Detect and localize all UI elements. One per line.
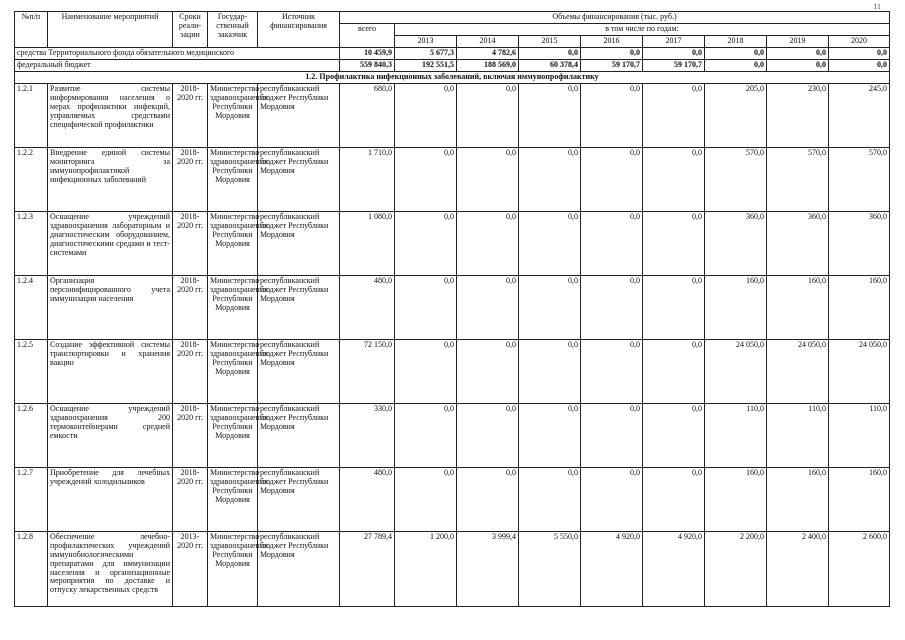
row-period: 2013-2020 гг.	[173, 531, 208, 606]
row-period: 2018-2020 гг.	[173, 83, 208, 147]
row-customer: Министерство здравоохранения Республики Мордовия	[208, 83, 258, 147]
row-value: 0,0	[395, 339, 457, 403]
row-source: республиканский бюджет Республики Мордовия	[258, 275, 340, 339]
row-value: 0,0	[395, 211, 457, 275]
row-value: 0,0	[395, 83, 457, 147]
row-value: 0,0	[519, 467, 581, 531]
row-value: 160,0	[767, 467, 829, 531]
header-period: Сроки реали-зации	[173, 12, 208, 48]
row-customer: Министерство здравоохранения Республики Мордовия	[208, 211, 258, 275]
row-period: 2018-2020 гг.	[173, 339, 208, 403]
row-value: 0,0	[643, 275, 705, 339]
row-value: 0,0	[643, 339, 705, 403]
row-value: 0,0	[519, 339, 581, 403]
summary-total: 10 459,9	[340, 47, 395, 59]
row-total: 480,0	[340, 275, 395, 339]
summary-value: 4 782,6	[457, 47, 519, 59]
header-year: 2016	[581, 35, 643, 47]
summary-value: 0,0	[705, 47, 767, 59]
row-value: 4 920,0	[643, 531, 705, 606]
row-value: 205,0	[705, 83, 767, 147]
row-value: 0,0	[519, 147, 581, 211]
row-value: 4 920,0	[581, 531, 643, 606]
row-value: 0,0	[457, 403, 519, 467]
table-row	[15, 211, 890, 275]
table-row	[15, 531, 890, 606]
row-value: 160,0	[705, 467, 767, 531]
summary-value: 0,0	[581, 47, 643, 59]
row-value: 110,0	[829, 403, 890, 467]
row-value: 5 550,0	[519, 531, 581, 606]
row-value: 110,0	[705, 403, 767, 467]
row-number: 1.2.8	[15, 531, 48, 606]
row-total: 680,0	[340, 83, 395, 147]
row-period: 2018-2020 гг.	[173, 275, 208, 339]
summary-value: 0,0	[829, 59, 890, 71]
row-value: 0,0	[519, 211, 581, 275]
row-number: 1.2.5	[15, 339, 48, 403]
table-row	[15, 467, 890, 531]
summary-row	[15, 59, 890, 71]
row-value: 0,0	[395, 275, 457, 339]
table-row	[15, 275, 890, 339]
row-total: 27 789,4	[340, 531, 395, 606]
header-year: 2014	[457, 35, 519, 47]
summary-value: 0,0	[643, 47, 705, 59]
row-customer: Министерство здравоохранения Республики Мордовия	[208, 147, 258, 211]
header-funding: Объемы финансирования (тыс. руб.)	[340, 12, 890, 24]
funding-table	[14, 11, 890, 607]
row-customer: Министерство здравоохранения Республики Мордовия	[208, 467, 258, 531]
row-value: 0,0	[519, 275, 581, 339]
row-name: Оснащение учреждений здравоохранения 200 термоконтейнерами средней емкости	[48, 403, 173, 467]
row-name: Оснащение учреждений здравоохранения лабораторным и диагностическим оборудованием, диагностическими средами и тест-системами	[48, 211, 173, 275]
section-title: 1.2. Профилактика инфекционных заболеваний, включая иммунопрофилактику	[15, 71, 890, 83]
row-name: Создание эффективной системы транспортировки и хранения вакцин	[48, 339, 173, 403]
row-total: 72 150,0	[340, 339, 395, 403]
row-source: республиканский бюджет Республики Мордовия	[258, 83, 340, 147]
header-name: Наименование мероприятий	[48, 12, 173, 48]
header-year: 2015	[519, 35, 581, 47]
header-year: 2018	[705, 35, 767, 47]
row-value: 0,0	[581, 211, 643, 275]
section-row	[15, 71, 890, 83]
summary-value: 192 551,5	[395, 59, 457, 71]
row-value: 160,0	[767, 275, 829, 339]
row-value: 0,0	[643, 403, 705, 467]
row-source: республиканский бюджет Республики Мордовия	[258, 467, 340, 531]
row-value: 0,0	[457, 339, 519, 403]
row-customer: Министерство здравоохранения Республики Мордовия	[208, 339, 258, 403]
row-value: 0,0	[519, 403, 581, 467]
row-value: 0,0	[457, 147, 519, 211]
row-value: 230,0	[767, 83, 829, 147]
row-name: Развитие системы информирования населения о мерах профилактики инфекций, управляемых средствами специфической профилактики	[48, 83, 173, 147]
row-value: 0,0	[581, 83, 643, 147]
row-value: 3 999,4	[457, 531, 519, 606]
summary-value: 0,0	[767, 47, 829, 59]
summary-value: 59 170,7	[643, 59, 705, 71]
row-period: 2018-2020 гг.	[173, 467, 208, 531]
table-row	[15, 403, 890, 467]
summary-value: 5 677,3	[395, 47, 457, 59]
row-value: 1 200,0	[395, 531, 457, 606]
row-customer: Министерство здравоохранения Республики Мордовия	[208, 531, 258, 606]
row-total: 480,0	[340, 467, 395, 531]
row-value: 0,0	[457, 467, 519, 531]
row-value: 0,0	[643, 147, 705, 211]
row-name: Обеспечение лечебно-профилактических учреждений иммунобиологическими препаратами для иммунизации населения и организационные мероприятия по доставке и отпуску лекарственных средств	[48, 531, 173, 606]
page-number: 11	[873, 2, 881, 11]
row-value: 24 050,0	[829, 339, 890, 403]
header-total: всего	[340, 23, 395, 47]
row-value: 0,0	[457, 275, 519, 339]
row-customer: Министерство здравоохранения Республики Мордовия	[208, 275, 258, 339]
row-value: 360,0	[767, 211, 829, 275]
row-value: 2 200,0	[705, 531, 767, 606]
row-value: 110,0	[767, 403, 829, 467]
summary-row	[15, 47, 890, 59]
row-period: 2018-2020 гг.	[173, 147, 208, 211]
row-period: 2018-2020 гг.	[173, 211, 208, 275]
summary-total: 559 840,3	[340, 59, 395, 71]
row-source: республиканский бюджет Республики Мордовия	[258, 147, 340, 211]
row-value: 0,0	[581, 147, 643, 211]
row-customer: Министерство здравоохранения Республики Мордовия	[208, 403, 258, 467]
row-name: Организация персонифицированного учета иммунизации населения	[48, 275, 173, 339]
summary-value: 0,0	[705, 59, 767, 71]
row-number: 1.2.1	[15, 83, 48, 147]
row-value: 160,0	[829, 467, 890, 531]
row-value: 0,0	[643, 467, 705, 531]
row-value: 0,0	[643, 83, 705, 147]
row-value: 360,0	[705, 211, 767, 275]
row-value: 0,0	[581, 467, 643, 531]
row-value: 0,0	[519, 83, 581, 147]
table-row	[15, 147, 890, 211]
row-number: 1.2.3	[15, 211, 48, 275]
row-name: Приобретение для лечебных учреждений холодильников	[48, 467, 173, 531]
header-year: 2019	[767, 35, 829, 47]
row-name: Внедрение единой системы мониторинга за иммунопрофилактикой инфекционных заболеваний	[48, 147, 173, 211]
table-header	[15, 12, 890, 48]
row-value: 0,0	[395, 467, 457, 531]
row-total: 1 080,0	[340, 211, 395, 275]
row-value: 570,0	[829, 147, 890, 211]
table-row	[15, 339, 890, 403]
row-period: 2018-2020 гг.	[173, 403, 208, 467]
summary-value: 0,0	[829, 47, 890, 59]
header-by-year: в том числе по годам:	[395, 23, 890, 35]
summary-value: 59 170,7	[581, 59, 643, 71]
header-num: №п/п	[15, 12, 48, 48]
row-value: 0,0	[457, 211, 519, 275]
summary-label: средства Территориального фонда обязательного медицинского	[15, 47, 340, 59]
summary-value: 60 378,4	[519, 59, 581, 71]
row-value: 0,0	[395, 403, 457, 467]
row-number: 1.2.4	[15, 275, 48, 339]
row-value: 160,0	[705, 275, 767, 339]
summary-value: 0,0	[767, 59, 829, 71]
header-year: 2017	[643, 35, 705, 47]
row-value: 360,0	[829, 211, 890, 275]
row-value: 0,0	[581, 275, 643, 339]
row-value: 245,0	[829, 83, 890, 147]
row-source: республиканский бюджет Республики Мордовия	[258, 531, 340, 606]
row-value: 160,0	[829, 275, 890, 339]
row-value: 2 600,0	[829, 531, 890, 606]
row-value: 0,0	[395, 147, 457, 211]
header-year: 2013	[395, 35, 457, 47]
row-value: 0,0	[457, 83, 519, 147]
table-body	[15, 47, 890, 606]
header-source: Источник финансирования	[258, 12, 340, 48]
row-total: 330,0	[340, 403, 395, 467]
summary-value: 188 569,0	[457, 59, 519, 71]
row-value: 570,0	[767, 147, 829, 211]
row-source: республиканский бюджет Республики Мордовия	[258, 211, 340, 275]
header-year: 2020	[829, 35, 890, 47]
row-source: республиканский бюджет Республики Мордовия	[258, 339, 340, 403]
row-value: 2 400,0	[767, 531, 829, 606]
header-customer: Государ-ственный заказчик	[208, 12, 258, 48]
row-value: 24 050,0	[705, 339, 767, 403]
row-value: 0,0	[581, 339, 643, 403]
table-row	[15, 83, 890, 147]
row-total: 1 710,0	[340, 147, 395, 211]
summary-label: федеральный бюджет	[15, 59, 340, 71]
row-number: 1.2.7	[15, 467, 48, 531]
row-source: республиканский бюджет Республики Мордовия	[258, 403, 340, 467]
summary-value: 0,0	[519, 47, 581, 59]
row-number: 1.2.6	[15, 403, 48, 467]
row-value: 570,0	[705, 147, 767, 211]
row-value: 24 050,0	[767, 339, 829, 403]
row-value: 0,0	[581, 403, 643, 467]
row-number: 1.2.2	[15, 147, 48, 211]
row-value: 0,0	[643, 211, 705, 275]
